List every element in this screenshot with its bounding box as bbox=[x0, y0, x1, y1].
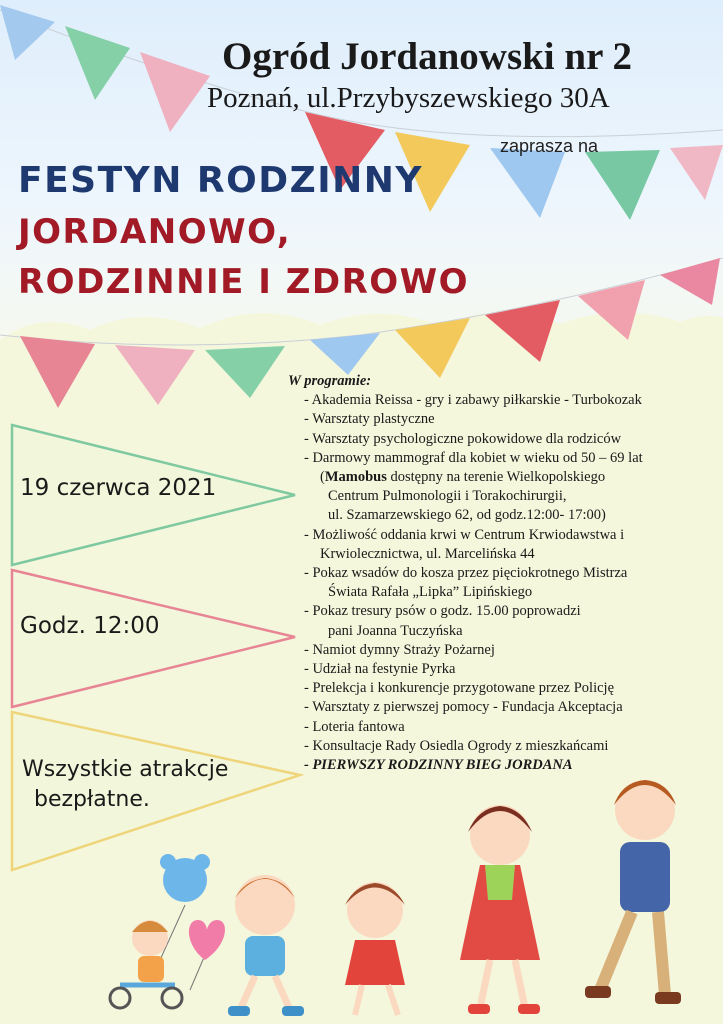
program-heading: W programie: bbox=[288, 373, 372, 389]
program-item: - Darmowy mammograf dla kobiet w wieku od 50 – 69 lat bbox=[304, 449, 643, 466]
event-title-line2: JORDANOWO, bbox=[18, 212, 292, 252]
father-icon bbox=[585, 780, 681, 1004]
program-item: - Prelekcja i konkurencje przygotowane przez Policję bbox=[304, 680, 615, 697]
program-item: - Pokaz wsadów do kosza przez pięciokrotnego Mistrza bbox=[304, 565, 628, 582]
program-item: - Loteria fantowa bbox=[304, 718, 405, 735]
boy-icon bbox=[228, 875, 304, 1016]
event-title-line1: FESTYN RODZINNY bbox=[18, 160, 423, 201]
program-subline: Centrum Pulmonologii i Torakochirurgii, bbox=[328, 488, 567, 505]
program-item: - Udział na festynie Pyrka bbox=[304, 661, 456, 678]
mamobus-paren: ( bbox=[320, 469, 325, 486]
program-list bbox=[288, 372, 718, 775]
venue-address: Poznań, ul.Przybyszewskiego 30A bbox=[207, 82, 610, 114]
baby-icon bbox=[110, 920, 182, 1008]
program-item: - Warsztaty z pierwszej pomocy - Fundacja Akceptacja bbox=[304, 699, 623, 716]
event-date: 19 czerwca 2021 bbox=[20, 475, 217, 501]
program-subline: Świata Rafała „Lipka” Lipińskiego bbox=[328, 584, 533, 601]
program-subline: Krwiolecznictwa, ul. Marcelińska 44 bbox=[320, 545, 535, 562]
program-item: - Warsztaty plastyczne bbox=[304, 411, 435, 428]
program-subline: ul. Szamarzewskiego 62, od godz.12:00- 17:00) bbox=[328, 507, 606, 524]
program-item: - Warsztaty psychologiczne pokowidowe dla rodziców bbox=[304, 430, 622, 447]
event-title-line3: RODZINNIE I ZDROWO bbox=[18, 262, 470, 302]
mother-icon bbox=[460, 805, 540, 1014]
mamobus-label: Mamobus bbox=[324, 469, 387, 486]
program-item-highlight: - PIERWSZY RODZINNY BIEG JORDANA bbox=[304, 757, 573, 774]
invite-text: zaprasza na bbox=[500, 136, 599, 156]
program-item: - Możliwość oddania krwi w Centrum Krwiodawstwa i bbox=[304, 526, 625, 543]
mamobus-detail: dostępny na terenie Wielkopolskiego bbox=[390, 469, 606, 486]
program-item: - Akademia Reissa - gry i zabawy piłkarskie - Turbokozak bbox=[304, 392, 642, 409]
program-item: - Namiot dymny Straży Pożarnej bbox=[304, 641, 495, 658]
girl-icon bbox=[345, 882, 405, 1015]
balloon-heart-icon bbox=[189, 920, 225, 990]
program-item: - Konsultacje Rady Osiedla Ogrody z mieszkańcami bbox=[304, 737, 609, 754]
program-subline bbox=[288, 468, 718, 487]
free-line-2: bezpłatne. bbox=[34, 787, 150, 812]
family-illustration bbox=[0, 760, 723, 1024]
program-item: - Pokaz tresury psów o godz. 15.00 poprowadzi bbox=[304, 603, 581, 620]
event-time: Godz. 12:00 bbox=[20, 613, 160, 639]
free-line-1: Wszystkie atrakcje bbox=[22, 757, 229, 782]
program-subline: pani Joanna Tuczyńska bbox=[328, 622, 463, 639]
venue-title: Ogród Jordanowski nr 2 bbox=[222, 35, 632, 78]
